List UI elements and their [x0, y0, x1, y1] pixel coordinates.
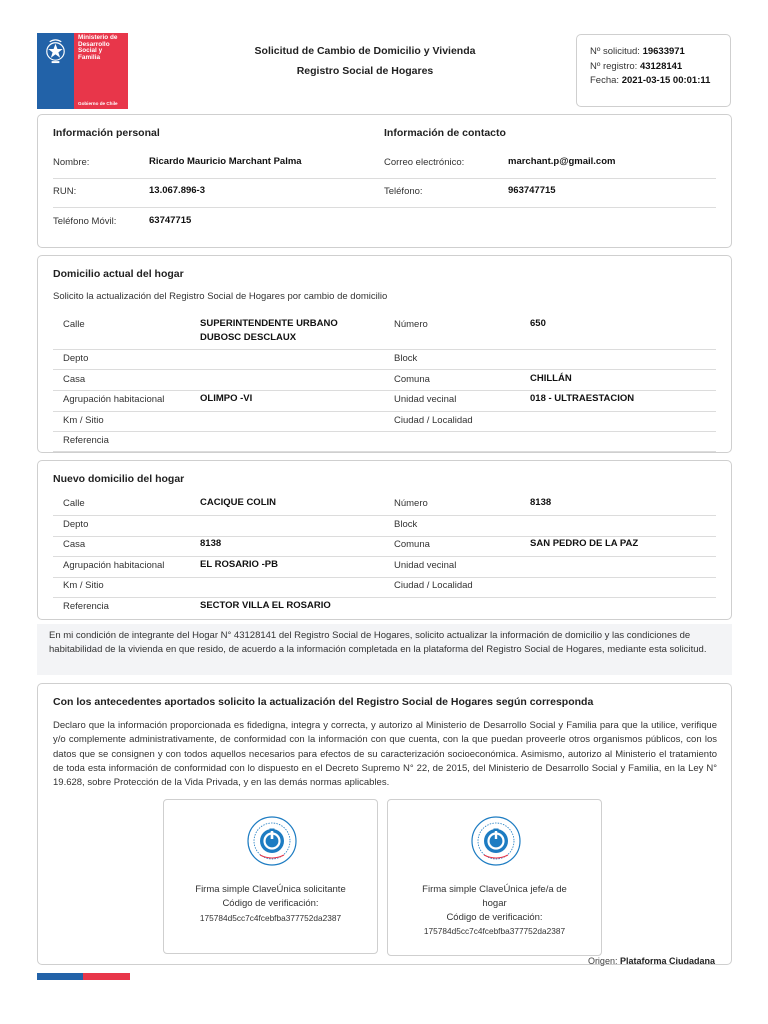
address-field-value: SECTOR VILLA EL ROSARIO — [200, 600, 331, 611]
address-field-label: Calle — [63, 498, 85, 509]
nombre-label: Nombre: — [53, 157, 90, 168]
address-field-label: Ciudad / Localidad — [394, 415, 473, 426]
address-field-value: 018 - ULTRAESTACION — [530, 393, 635, 404]
document-subtitle: Registro Social de Hogares — [296, 65, 434, 77]
correo-label: Correo electrónico: — [384, 157, 465, 168]
fecha-label: Fecha: — [590, 75, 620, 86]
address-field-label: Block — [394, 519, 418, 530]
verification-code: 175784d5cc7c4fcebfba377752da2387 — [423, 926, 566, 936]
telefono-label: Teléfono: — [384, 186, 423, 197]
declaration-title: Con los antecedentes aportados solicito la actualización del Registro Social de Hogares según corresponda — [53, 696, 594, 708]
personal-info-title: Información personal — [53, 127, 160, 139]
address-field-value: SUPERINTENDENTE URBANO DUBOSC DESCLAUX — [200, 318, 338, 343]
correo-value: marchant.p@gmail.com — [508, 156, 616, 167]
address-field-value: CHILLÁN — [530, 373, 572, 384]
flag-bar-red — [83, 973, 130, 980]
nombre-value: Ricardo Mauricio Marchant Palma — [149, 156, 302, 167]
personal-info-card — [37, 114, 732, 248]
address-field-label: Casa — [63, 539, 86, 550]
origin-label: Origen: — [587, 956, 618, 966]
address-field-value: CACIQUE COLIN — [200, 497, 276, 508]
movil-label: Teléfono Móvil: — [53, 216, 117, 227]
request-statement: En mi condición de integrante del Hogar N° 43128141 del Registro Social de Hogares, solicito actualizar la información de domicilio y las condiciones de habitabilidad de la vivienda en que resido, de acuerdo a la información completada en la plataforma del Registro Social de Hogares, mediante esta solicitud. — [37, 624, 732, 675]
address-field-label: Depto — [63, 519, 89, 530]
address-field-label: Calle — [63, 319, 85, 330]
claveunica-seal-icon — [247, 816, 297, 866]
address-field-label: Agrupación habitacional — [63, 394, 165, 405]
run-value: 13.067.896-3 — [149, 185, 205, 196]
row-divider — [53, 515, 716, 516]
address-field-value: OLIMPO -VI — [200, 393, 253, 404]
ministerio-logo — [37, 33, 128, 109]
verification-code: 175784d5cc7c4fcebfba377752da2387 — [199, 913, 342, 923]
declaration-card — [37, 683, 732, 965]
new-address-title: Nuevo domicilio del hogar — [53, 473, 185, 485]
request-info-box — [576, 34, 731, 107]
address-field-label: Número — [394, 319, 428, 330]
origin-value: Plataforma Ciudadana — [619, 956, 715, 966]
row-divider — [53, 349, 716, 350]
address-field-label: Ciudad / Localidad — [394, 580, 473, 591]
declaration-text: Declaro que la información proporcionada es fidedigna, integra y correcta, y autorizo al Ministerio de Desarrollo Social y Familia para que la utilice, verifique y/o complemente administrativamente, de conformidad con la información con que cuenta, con la que puedan proveerle otros organismos públicos, con los datos que se consignen y con todos aquellos necesarios para efectos de su caracterización socioeconómica. Asimismo, autorizo al Ministerio el tratamiento de toda esta información de conformidad con lo dispuesto en el Decreto Supremo N° 22, de 2015, del Ministerio de Desarrollo Social y Familia, en la Ley N° 19.628, sobre Protección de la Vida Privada, y en las demás normas aplicables. — [53, 720, 717, 789]
telefono-value: 963747715 — [508, 185, 556, 196]
signature-caption: Firma simple ClaveÚnica jefe/a de hogar — [422, 884, 567, 909]
address-field-label: Unidad vecinal — [394, 394, 457, 405]
document-title: Solicitud de Cambio de Domicilio y Vivienda — [254, 45, 476, 57]
address-field-value: EL ROSARIO -PB — [200, 559, 278, 570]
current-address-subtitle: Solicito la actualización del Registro Social de Hogares por cambio de domicilio — [53, 291, 388, 302]
verification-label: Código de verificación: — [222, 898, 319, 909]
address-field-label: Km / Sitio — [63, 415, 104, 426]
address-field-label: Agrupación habitacional — [63, 560, 165, 571]
row-divider — [53, 451, 716, 452]
registro-label: Nº registro: — [590, 60, 638, 72]
run-label: RUN: — [53, 186, 77, 197]
claveunica-seal-icon — [471, 816, 521, 866]
verification-label: Código de verificación: — [446, 912, 543, 923]
row-divider — [53, 577, 716, 578]
footer-flag-bar — [37, 973, 130, 980]
address-field-label: Comuna — [394, 539, 430, 550]
row-divider — [53, 390, 716, 391]
current-address-title: Domicilio actual del hogar — [53, 268, 184, 280]
address-field-label: Referencia — [63, 435, 109, 446]
origin-line — [588, 956, 715, 966]
flag-bar-blue — [37, 973, 83, 980]
address-field-label: Comuna — [394, 374, 430, 385]
contact-info-title: Información de contacto — [384, 127, 506, 139]
address-field-label: Referencia — [63, 601, 109, 612]
new-address-card — [37, 460, 732, 620]
address-field-value: SAN PEDRO DE LA PAZ — [530, 538, 639, 549]
chile-emblem-icon — [41, 36, 70, 65]
logo-subtext: Gobierno de Chile — [78, 101, 118, 106]
signature-box-applicant — [163, 799, 378, 954]
logo-red-panel — [74, 33, 128, 109]
current-address-card — [37, 255, 732, 453]
movil-value: 63747715 — [149, 215, 192, 226]
address-field-label: Unidad vecinal — [394, 560, 457, 571]
row-divider — [53, 369, 716, 370]
signature-caption: Firma simple ClaveÚnica solicitante — [195, 884, 346, 895]
row-divider — [53, 431, 716, 432]
registro-value: 43128141 — [639, 60, 683, 72]
logo-text: Ministerio de Desarrollo Social y Familia — [78, 34, 118, 61]
address-field-value: 8138 — [530, 497, 552, 508]
row-divider — [53, 556, 716, 557]
row-divider — [53, 597, 716, 598]
solicitud-label: Nº solicitud: — [590, 46, 640, 57]
row-divider — [53, 207, 716, 208]
address-field-label: Casa — [63, 374, 86, 385]
row-divider — [53, 411, 716, 412]
address-field-label: Km / Sitio — [63, 580, 104, 591]
address-field-value: 8138 — [200, 538, 222, 549]
solicitud-value: 19633971 — [642, 46, 685, 57]
address-field-value: 650 — [530, 318, 546, 329]
address-field-label: Block — [394, 353, 418, 364]
address-field-label: Número — [394, 498, 428, 509]
signature-box-head — [387, 799, 602, 956]
fecha-value: 2021-03-15 00:01:11 — [621, 75, 711, 86]
address-field-label: Depto — [63, 353, 89, 364]
logo-blue-panel — [37, 33, 74, 109]
row-divider — [53, 178, 716, 179]
